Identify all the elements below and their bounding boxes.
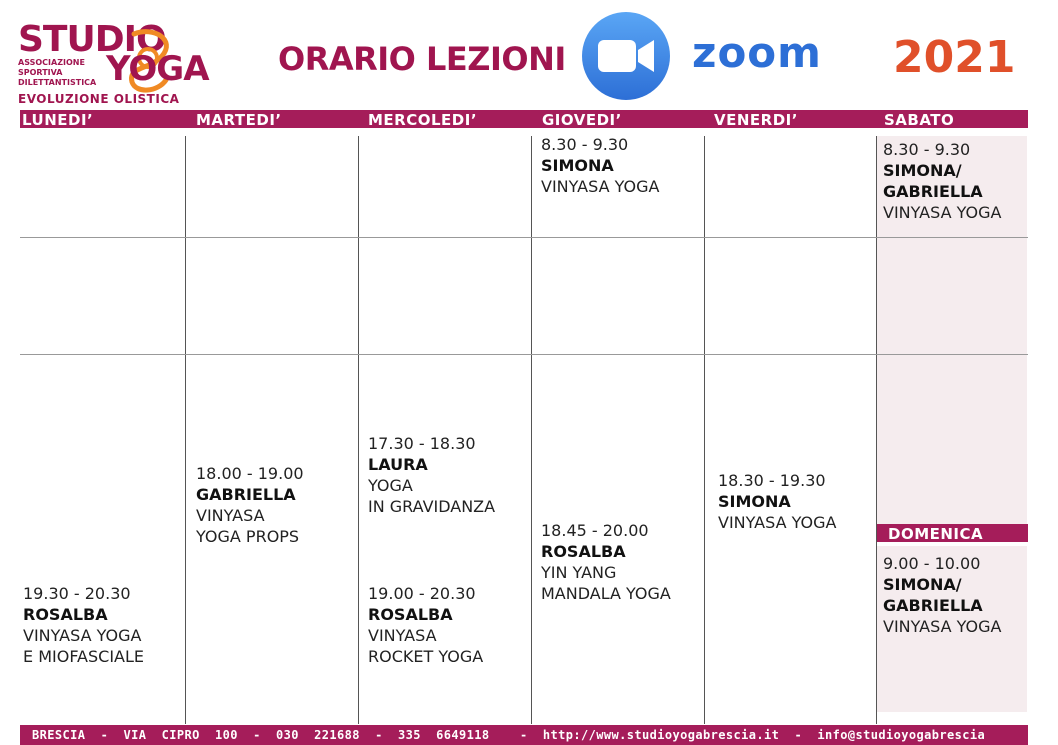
lesson-teacher: GABRIELLA (883, 182, 983, 201)
day-header-mercoledi: MERCOLEDI’ (368, 111, 478, 129)
grid-divider (531, 136, 532, 724)
lesson-time: 18.30 - 19.30 (718, 471, 826, 490)
grid-row-divider (20, 354, 1028, 355)
page-title: ORARIO LEZIONI (278, 40, 566, 78)
day-header-lunedi: LUNEDI’ (22, 111, 94, 129)
grid-divider (358, 136, 359, 724)
lesson-style: VINYASA (196, 506, 265, 525)
lesson-sabato-morning (883, 139, 1001, 223)
logo-studio-text: STUDIO (18, 19, 166, 60)
lesson-time: 18.45 - 20.00 (541, 521, 649, 540)
grid-divider (185, 136, 186, 724)
lesson-lunedi-evening (23, 583, 144, 667)
day-header-domenica: DOMENICA (888, 525, 984, 543)
lesson-mercoledi-early (368, 433, 495, 517)
lesson-teacher: GABRIELLA (883, 596, 983, 615)
lesson-style: VINYASA YOGA (883, 617, 1002, 636)
lesson-style: E MIOFASCIALE (23, 647, 145, 666)
logo-line-2: SPORTIVA (18, 68, 63, 77)
lesson-teacher: SIMONA/ (883, 161, 962, 180)
lesson-teacher: ROSALBA (23, 605, 108, 624)
days-header-bar (20, 110, 1028, 128)
zoom-wordmark: zoom (692, 28, 822, 77)
lesson-style: YOGA (368, 476, 413, 495)
day-header-venerdi: VENERDI’ (714, 111, 798, 129)
grid-divider (876, 136, 877, 724)
lesson-time: 8.30 - 9.30 (541, 135, 629, 154)
lesson-time: 19.30 - 20.30 (23, 584, 131, 603)
lesson-time: 18.00 - 19.00 (196, 464, 304, 483)
lesson-style: VINYASA (368, 626, 437, 645)
lesson-teacher: GABRIELLA (196, 485, 296, 504)
lesson-time: 19.00 - 20.30 (368, 584, 476, 603)
lesson-teacher: SIMONA/ (883, 575, 962, 594)
lesson-martedi-evening (196, 463, 304, 547)
lesson-teacher: ROSALBA (541, 542, 626, 561)
logo-yoga-text: YOGA (106, 49, 209, 89)
lesson-teacher: SIMONA (541, 156, 614, 175)
lesson-style: VINYASA YOGA (541, 177, 660, 196)
lesson-style: VINYASA YOGA (23, 626, 142, 645)
day-header-martedi: MARTEDI’ (196, 111, 282, 129)
lesson-style: MANDALA YOGA (541, 584, 671, 603)
lesson-style: VINYASA YOGA (883, 203, 1002, 222)
studio-yoga-logo (18, 20, 208, 106)
day-header-sabato: SABATO (884, 111, 955, 129)
grid-row-divider (20, 237, 1028, 238)
logo-subtitle: EVOLUZIONE OLISTICA (18, 92, 180, 106)
logo-line-3: DILETTANTISTICA (18, 78, 97, 87)
grid-divider (704, 136, 705, 724)
lesson-teacher: SIMONA (718, 492, 791, 511)
lesson-teacher: ROSALBA (368, 605, 453, 624)
lesson-teacher: LAURA (368, 455, 428, 474)
lesson-time: 8.30 - 9.30 (883, 140, 971, 159)
lesson-style: YOGA PROPS (196, 527, 300, 546)
logo-line-1: ASSOCIAZIONE (18, 58, 85, 67)
zoom-camera-icon (580, 10, 672, 102)
lesson-giovedi-morning (541, 134, 659, 197)
lesson-venerdi-evening (718, 470, 836, 533)
lesson-style: VINYASA YOGA (718, 513, 837, 532)
lesson-style: IN GRAVIDANZA (368, 497, 496, 516)
year-label: 2021 (893, 32, 1016, 83)
lesson-time: 17.30 - 18.30 (368, 434, 476, 453)
lesson-mercoledi-late (368, 583, 483, 667)
lesson-style: YIN YANG (541, 563, 617, 582)
footer-contact: BRESCIA - VIA CIPRO 100 - 030 221688 - 335 6649118 - http://www.studioyogabrescia.it - info@studioyogabrescia (32, 728, 986, 742)
lesson-domenica-morning (883, 553, 1001, 637)
lesson-style: ROCKET YOGA (368, 647, 484, 666)
lesson-time: 9.00 - 10.00 (883, 554, 981, 573)
day-header-giovedi: GIOVEDI’ (542, 111, 622, 129)
lesson-giovedi-evening (541, 520, 671, 604)
